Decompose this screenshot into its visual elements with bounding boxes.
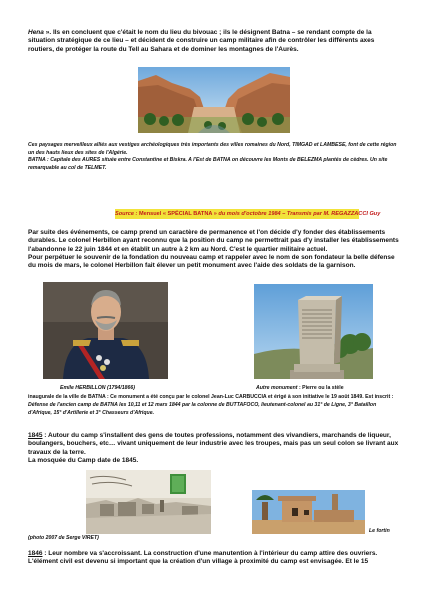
- monument-caption-part2: et érigé à son initiative le: [266, 394, 332, 400]
- fortin-caption: Le fortin: [369, 528, 390, 534]
- intro-lead: Hena: [28, 29, 44, 36]
- source-suffix: du mois d'octobre 1984 – Transmis par M. REGAZZACCI Guy: [216, 211, 381, 217]
- paragraph-1846: [28, 550, 400, 567]
- source-banner: [115, 209, 381, 219]
- stele-monument-photo: [254, 284, 373, 379]
- batna-label: BATNA: [28, 157, 46, 164]
- events-text: Par suite des événements, ce camp prend un caractère de permanence et l'on décide d'y fonder des établissements durables. Le colonel Herbillon ayant reconnu que la position du camp ne permettrait pas d'y installer les établissements l'abandonne le 22 juin 1844 et en établit un autre à 2 km au Nord. C'est le quartier militaire actuel.: [28, 229, 399, 253]
- mosque-line: La mosquée du Camp date de 1845.: [28, 456, 139, 464]
- batna-description: : Capitale des AURES située entre Constantine et Biskra. A l'Est de BATNA on découvre les Monts de BELEZMA plantés de cèdres. Un site remarquable au col de TELMET.: [28, 157, 388, 171]
- monument-inscription: Défense de l'ancien camp de BATNA les 10,11 et 12 mars 1844 par la colonne de BUTTAFOCO, lieutenant-colonel au 31° de Ligne, 3° Bataillon d'Afrique, 15° d'Artillerie et 3° Chasseurs d'Afrique.: [28, 402, 377, 416]
- intro-text: ». Ils en concluent que c'était le nom du lieu du bivouac ; ils le désignent Batna – se rendant compte de la situation stratégique de ce lieu – et décident de construire un camp militaire afin de contrôler les différents axes routiers, de protéger la route du Tell au Sahara et de dominer les montagnes de l'Aurès.: [28, 29, 375, 53]
- monument-date: 19 août 1849: [331, 394, 363, 400]
- paragraph-1845: [28, 432, 400, 465]
- monument-founder: Jean-Luc CARBUCCIA: [211, 394, 267, 400]
- year-1846: 1846: [28, 550, 43, 557]
- events-paragraph: [28, 229, 400, 270]
- source-prefix: Source :: [115, 211, 139, 217]
- paragraph-1846-text: : Leur nombre va s'accroissant. La construction d'une manutention à l'intérieur du camp attire des ouvriers. L'élément civil est devenu si important que la création d'un village à proximité du camp est envisagée. Et le 15: [28, 550, 378, 566]
- year-1845: 1845: [28, 432, 43, 439]
- fortin-photo: [252, 490, 365, 534]
- photo-credit: (photo 2007 de Serge VIRET): [28, 535, 99, 541]
- intro-paragraph: [28, 29, 400, 54]
- canyon-landscape-photo: [138, 67, 290, 133]
- stele-caption-text: : Pierre ou la stèle: [297, 385, 344, 391]
- landscape-caption: [28, 142, 400, 172]
- paragraph-1845-text: : Autour du camp s'installent des gens de toutes professions, notamment des vivandiers, marchands de liqueur, boulangers, bouchers, etc… vivant uniquement de leur industrie avec les troupes, mais pas un seul colon se livrant aux travaux de la terre.: [28, 432, 399, 456]
- portrait-caption: Emile HERBILLON (1794/1866): [60, 385, 135, 391]
- old-postcard-photo: [86, 470, 211, 534]
- monument-caption-part3: . Est inscrit :: [362, 394, 394, 400]
- bottom-fade: [0, 584, 424, 600]
- landscape-caption-line1: Ces paysages merveilleux alliés aux vestiges archéologiques très importants des villes romaines du Nord, TIMGAD et LAMBESE, font de cette région un des hauts lieux des sites de l'Algérie.: [28, 142, 397, 156]
- herbillon-portrait-photo: [43, 282, 168, 379]
- monument-caption-part1: inaugurale de la ville de BATNA : Ce monument a été conçu par le colonel: [28, 394, 212, 400]
- source-title: Mensuel « SPÉCIAL BATNA »: [138, 211, 217, 217]
- monument-caption: [28, 393, 400, 417]
- stele-caption-label: Autre monument: [256, 385, 298, 391]
- events-text-2: Pour perpétuer le souvenir de la fondation du nouveau camp et rappeler avec le nom de son fondateur la belle défense du mois de mars, le colonel Herbillon fait élever un petit monument avec l'aide des soldats de la garnison.: [28, 253, 395, 270]
- stele-caption: [256, 385, 406, 393]
